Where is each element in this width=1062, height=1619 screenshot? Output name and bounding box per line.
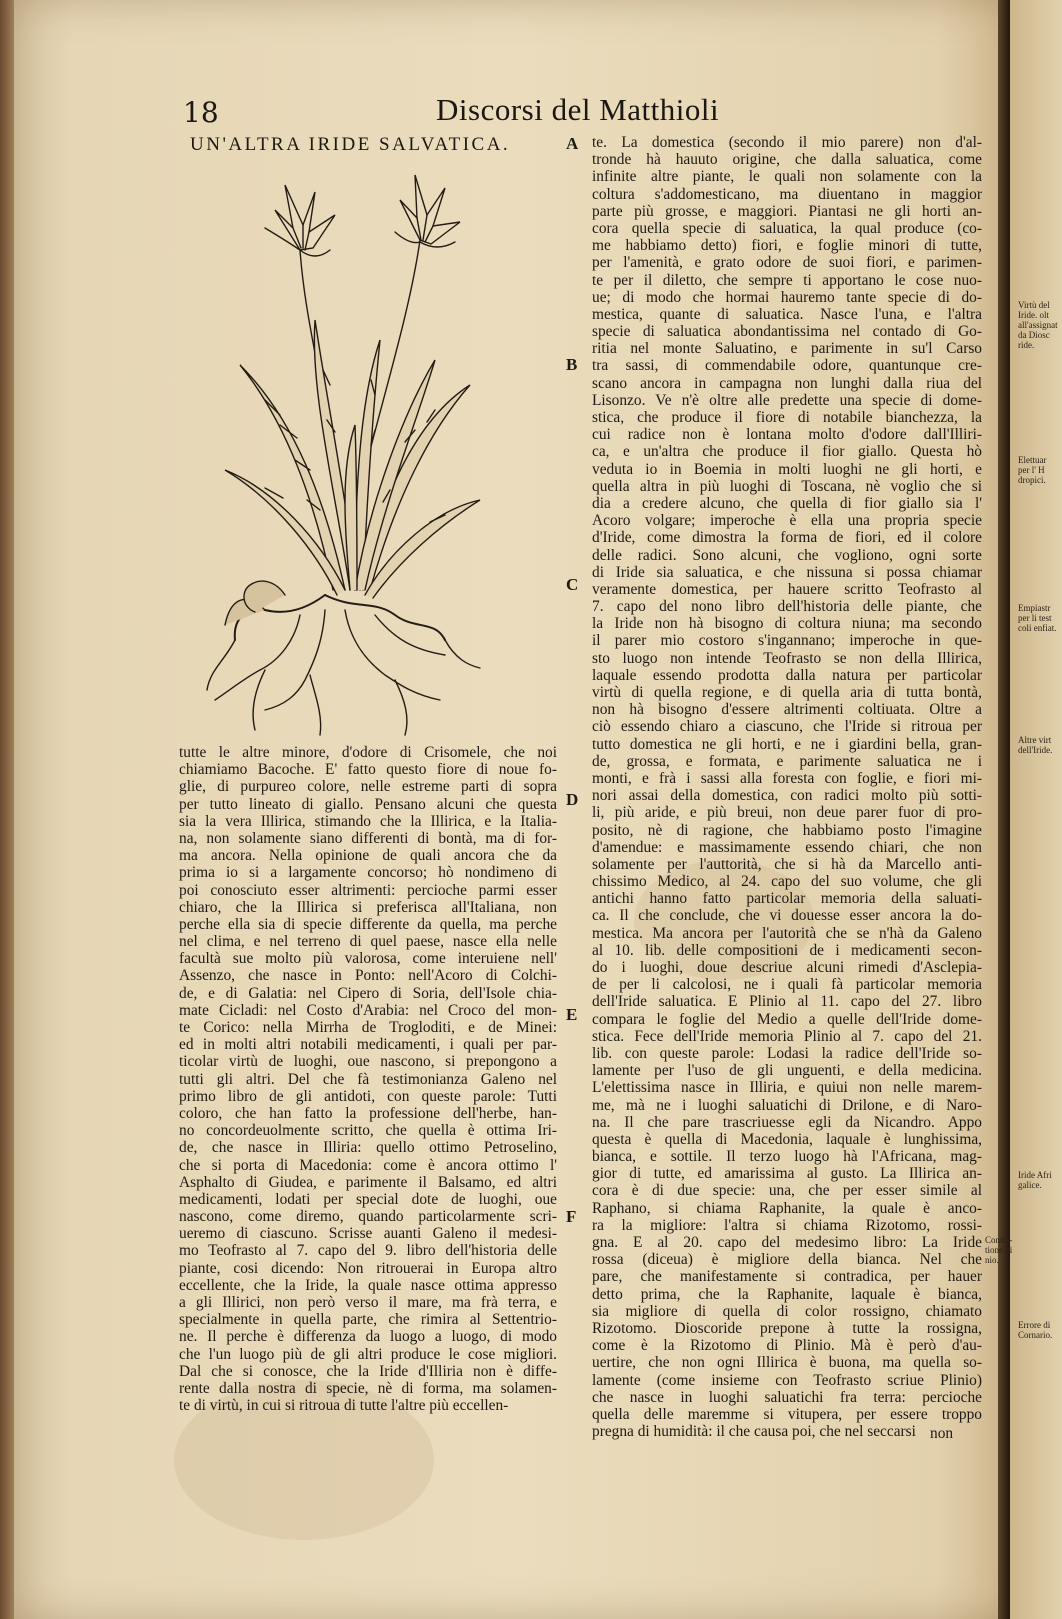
text-line: facultà sue molto più valorosa, come interuiene nell' [179, 950, 557, 968]
text-line: dia a credere alcuno, che quella di fior giallo sia l' [592, 494, 982, 512]
text-line: specie di saluatica abondantissima nel contado di Go- [592, 323, 982, 341]
text-line: delle radici. Sono alcuni, che vogliono, ogni sorte [592, 546, 982, 564]
text-line: rente dalla nostra di specie, nè di forma, ma solamen- [179, 1379, 557, 1397]
text-line: antichi hanno fatto particolar memoria della saluati- [592, 890, 982, 908]
text-line: di Iride sia saluatica, e che nissuna si possa chiamar [592, 563, 982, 581]
text-line: prima io si a largamente concorso; hò nondimeno di [179, 864, 557, 882]
text-line: stica, che produce il fiore di notabile bianchezza, la [592, 409, 982, 426]
margin-note-line: Contra- [985, 1235, 1013, 1245]
text-line: te. La domestica (secondo il mio parere) non d'al- [592, 134, 982, 151]
text-line: che l'un luogo più de gli altri produce le cose migliori. [179, 1345, 557, 1363]
text-line: L'elettissima nasce in Illiria, e quiui non nelle marem- [592, 1079, 982, 1097]
text-line: quella altra in più luoghi di Toscana, nè voglio che si [592, 477, 982, 495]
text-column-right [592, 134, 982, 1440]
text-line: per l'amenità, e grato odore de suoi fiori, e parimen- [592, 254, 982, 272]
text-line: laquale essendo prodotta dalla natura per particolar [592, 666, 982, 684]
section-letter-a: A [566, 134, 579, 153]
text-line: me habbiamo detto) fiori, e foglie minori di tutte, [592, 237, 982, 255]
margin-note-line: Empiastr [1018, 603, 1051, 613]
text-line: de, grossa, e formata, e parimente saluatica ne i [592, 752, 982, 770]
text-line: sto luogo non intende Teofrasto se non della Illirica, [592, 649, 982, 667]
text-line: detto prima, che la Raphanite, laquale è bianca, [592, 1285, 982, 1303]
text-line: questa è quella di Macedonia, laquale è lunghissima, [592, 1130, 982, 1148]
text-line: te per il diletto, che sempre ti apportano le cose nuo- [592, 271, 982, 289]
text-line: lib. con queste parole: Lodasi la radice dell'Iride so- [592, 1044, 982, 1062]
margin-note-line: dell'Iride. [1018, 745, 1053, 755]
running-head: Discorsi del Matthioli [436, 92, 720, 127]
margin-note-line: galice. [1018, 1180, 1042, 1190]
text-line: te di virtù, in cui si ritroua di tutte l'altre più eccellen- [179, 1397, 509, 1415]
margin-note [985, 1235, 1013, 1265]
book-gutter [998, 0, 1010, 1619]
text-line: mate Cicladi: nel Costo d'Arabia: nel Croco del mon- [179, 1001, 557, 1019]
margin-note [1018, 300, 1058, 350]
margin-note-line: Iride. olt [1018, 310, 1049, 320]
text-line: gior di tutte, ed amarissima al gusto. La Illirica an- [592, 1165, 982, 1183]
margin-note-line: Cornario. [1018, 1330, 1053, 1340]
text-line: ciò essendo chiaro a ciascuno, che l'Iride si ritroua per [592, 718, 982, 736]
text-line: chiaro, che la Illirica si preferisca all'Italiana, non [179, 898, 557, 916]
text-line: non hà bisogno d'essere altrimenti coltiuata. Oltre a [592, 701, 982, 719]
text-line: uertire, che non ogni Illirica è buona, ma quella so- [592, 1354, 982, 1372]
margin-note-line: Elettuar [1018, 455, 1047, 465]
text-line: d'Iride, come dimostra la forma de fiori, ed il colore [592, 529, 982, 547]
text-line: na. Il che pare trascriuesse egli da Nicandro. Appo [592, 1113, 982, 1131]
text-line: specialmente in quella parte, che rimira al Settentrio- [179, 1311, 557, 1329]
text-line: solamente per l'auttorità, che si hà da Marcello anti- [592, 855, 982, 873]
margin-note [1018, 1320, 1052, 1340]
text-line: scano ancora in campagna non lunghi dalla riua del [592, 374, 982, 392]
margin-note-line: per li test [1018, 613, 1052, 623]
text-line: dell'Iride saluatica. E Plinio al 11. capo del 27. libro [592, 993, 982, 1011]
margin-note-line: nio. [985, 1255, 999, 1265]
text-line: gna. E al 20. capo del medesimo libro: La Iride [592, 1234, 982, 1251]
text-line: veramente domestica, per hauere scritto Teofrasto al [592, 580, 982, 598]
text-line: Assenzo, che nasce in Ponto: nell'Acoro di Colchi- [179, 967, 557, 985]
text-line: tutti gli altri. Del che fà testimonianza Galeno nel [179, 1070, 557, 1088]
text-line: na, non solamente siano differenti di bontà, ma di for- [179, 829, 557, 847]
text-line: pare, che manifestamente si contradica, per hauer [592, 1268, 982, 1286]
text-line: mestica, quante di saluatica. Nasce l'una, e l'altra [592, 305, 982, 323]
text-line: primo libro de gli antidoti, con queste parole: Tutti [179, 1087, 557, 1105]
margin-note-line: Iride Afri [1018, 1170, 1052, 1180]
text-line: tutte le altre minore, d'odore di Crisomele, che noi [179, 744, 557, 761]
text-line: 7. capo del nono libro dell'historia delle piante, che [592, 598, 982, 616]
text-line: Dal che si conosce, che la Iride d'Illiria non è diffe- [179, 1362, 557, 1380]
text-line: tutto domestica ne gli horti, e ne i giardini bella, gran- [592, 735, 982, 753]
text-line: come è la Rizotomo di Plinio. Mà è però d'au- [592, 1337, 982, 1355]
section-letter-f: F [566, 1207, 577, 1226]
text-line: nascono, come diremo, quando particolarmente scri- [179, 1208, 557, 1226]
margin-note-line: all'assignat [1018, 320, 1058, 330]
text-line: de per li calcolosi, ne i quali fà particolar memoria [592, 976, 982, 994]
text-line: piante, cosi dicendo: Non ritrouerai in Europa altro [179, 1259, 557, 1277]
text-line: Lisonzo. Ve n'è oltre alle predette una specie di dome- [592, 391, 982, 409]
section-letter-d: D [566, 790, 579, 809]
text-line: ritia nel monte Saluatino, e parimente in su'l Carso [592, 340, 982, 358]
section-letter-b: B [566, 355, 578, 374]
text-line: tronde hà hauuto origine, che dalla saluatica, come [592, 151, 982, 169]
text-line: bianca, e sottile. Il terzo luogo hà l'Africana, mag- [592, 1148, 982, 1166]
text-line: compara le foglie del Medio a quelle dell'Iride dome- [592, 1010, 982, 1028]
text-line: ticolar virtù de luoghi, oue nascono, si prepongono a [179, 1053, 557, 1071]
text-line: posito, nè di ragione, che habbiamo posto l'imagine [592, 821, 982, 839]
section-letter-c: C [566, 575, 579, 594]
margin-note-line: Virtù del [1018, 300, 1050, 310]
text-line: de, e di Galatia: nel Cipero di Soria, dell'Isole chia- [179, 984, 557, 1002]
text-line: Asphalto di Giudea, e parimente il Balsamo, ed altri [179, 1173, 557, 1191]
text-line: rossa (diceua) è migliore della bianca. Nel che [592, 1251, 982, 1269]
text-line: al 10. lib. delle compositioni de i medicamenti secon- [592, 941, 982, 959]
text-line: me, mà ne i luoghi saluatichi di Drilone, e di Naro- [592, 1096, 982, 1114]
margin-note [1018, 603, 1056, 633]
text-line: che nasce in luoghi saluatichi fra terra: percioche [592, 1388, 982, 1406]
margin-note-line: Errore di [1018, 1320, 1051, 1330]
margin-note-line: Altre virt [1018, 735, 1052, 745]
text-line: medicamenti, lodati per special dote de luoghi, oue [179, 1190, 557, 1208]
text-line: chissimo Medico, al 24. capo del suo volume, che gli [592, 873, 982, 891]
text-line: ue; di modo che hormai hauremo tante specie di do- [592, 288, 982, 306]
text-line: sia la vera Illirica, stimando che la Illirica, e la Italia- [179, 812, 557, 830]
text-line: de, che nasce in Illiria: quello ottimo Petroselino, [179, 1139, 557, 1157]
text-line: coloro, che han fatto la professione dell'herbe, han- [179, 1104, 557, 1122]
text-line: li, più aride, e più breui, non deue parer fuor di pro- [592, 804, 982, 822]
text-line: glie, di purpureo colore, nelle estreme parti di sopra [179, 778, 557, 796]
text-line: Rizotomo. Dioscoride prepone à tutte la rossigna, [592, 1319, 982, 1337]
text-line: pregna di humidità: il che causa poi, che nel seccarsi [592, 1423, 916, 1441]
text-line: coltura s'addomesticano, ma diuentano in maggior [592, 185, 982, 203]
section-letter-e: E [566, 1005, 578, 1024]
text-line: lamente per l'uso de gli unguenti, e della medicina. [592, 1062, 982, 1080]
text-line: eccellente, che la Iride, la quale nasce ottima appresso [179, 1276, 557, 1294]
text-line: do i luoghi, doue descriue alcuni rimedi d'Asclepia- [592, 959, 982, 976]
text-line: mo Teofrasto al 7. capo del 9. libro dell'historia delle [179, 1242, 557, 1260]
text-line: stica. Fece dell'Iride memoria Plinio al 7. capo del 21. [592, 1027, 982, 1045]
text-line: tra sassi, di commendabile odore, quantunque cre- [592, 357, 982, 375]
text-line: monti, e frà i sassi alla foresta con foglie, e fiori mi- [592, 769, 982, 787]
text-line: che si porta di Macedonia: come è ancora ottimo l' [179, 1156, 557, 1174]
text-line: nel clima, e nel terreno di quel paese, nasce ella nelle [179, 933, 557, 951]
catchword: non [930, 1425, 954, 1442]
text-line: ca. Il che conclude, che vi douesse esser ancora la do- [592, 907, 982, 925]
facing-page-edge [1010, 0, 1062, 1619]
text-line: chiamiamo Bacoche. E' fatto questo fiore di noue fo- [179, 761, 557, 779]
text-line: mestica. Ma ancora per l'autorità che se n'hà da Galeno [592, 924, 982, 942]
text-line: perche ella sia di specie differente da quella, ma perche [179, 915, 557, 933]
margin-note-line: per l' H [1018, 465, 1045, 475]
text-line: ne. Il perche è differenza da luogo a luogo, di modo [179, 1328, 557, 1346]
margin-note [1018, 735, 1052, 755]
page-number: 18 [183, 96, 219, 129]
text-line: sia migliore di quella di color rossigno, chiamato [592, 1302, 982, 1320]
text-line: cora quella specie di saluatica, la qual produce (co- [592, 219, 982, 237]
text-line: poi conosciuto esser altrimenti: percioche parmi esser [179, 881, 557, 899]
text-line: il parer mio costoro s'ingannano; imperoche in que- [592, 632, 982, 650]
text-line: d'amendue: e massimamente essendo chiari, che non [592, 838, 982, 856]
margin-note-line: coli enfiat. [1018, 623, 1057, 633]
text-line: infinite altre piante, le quali non solamente con la [592, 168, 982, 186]
text-line: nori assai della domestica, con radici molto più sotti- [592, 787, 982, 805]
text-line: Acoro volgare; imperoche è ella una propria specie [592, 512, 982, 530]
margin-note-line: ride. [1018, 340, 1035, 350]
text-line: per tutto lineato di giallo. Pensano alcuni che questa [179, 795, 557, 813]
text-line: lamente (come insieme con Teofrasto scriue Plinio) [592, 1371, 982, 1389]
margin-note [1018, 455, 1047, 485]
margin-note-line: dropici. [1018, 475, 1046, 485]
text-line: veduta io in Boemia in molti luoghi ne gli horti, e [592, 460, 982, 478]
iris-woodcut-illustration [205, 170, 485, 740]
text-line: virtù di quella regione, e di quella aria di tutta bontà, [592, 684, 982, 701]
plate-title: UN'ALTRA IRIDE SALVATICA. [190, 134, 511, 155]
text-line: ra la migliore: l'altra si chiama Rizotomo, rossi- [592, 1216, 982, 1234]
text-line: ma ancora. Nella opinione de quali ancora che da [179, 847, 557, 865]
margin-note-line: tione di [985, 1245, 1013, 1255]
text-line: ueremo di ciascuno. Scrisse auanti Galeno il medesi- [179, 1225, 557, 1243]
text-line: te Corico: nella Mirrha de Trogloditi, e de Minei: [179, 1019, 557, 1036]
text-line: no concordeuolmente scritto, che quella è ottima Iri- [179, 1122, 557, 1140]
text-line: parte più grosse, e maggiori. Piantasi ne gli horti an- [592, 202, 982, 220]
text-line: cora è di due specie: una, che per esser simile al [592, 1182, 982, 1200]
text-line: quella delle maremme si vitupera, per essere troppo [592, 1405, 982, 1423]
text-line: Raphano, si chiama Raphanite, la quale è anco- [592, 1199, 982, 1217]
text-column-left [179, 744, 557, 1414]
text-line: la Iride non hà bisogno di coltura niuna; ma secondo [592, 615, 982, 633]
text-line: a gli Illirici, non però verso il mare, ma frà terra, e [179, 1294, 557, 1311]
text-line: cui radice non è lontana molto d'odore dall'Illiri- [592, 426, 982, 444]
margin-note [1018, 1170, 1052, 1190]
text-line: ed in molti altri notabili medicamenti, i quali per par- [179, 1036, 557, 1054]
margin-note-line: da Diosc [1018, 330, 1050, 340]
text-line: ca, e un'altra che produce il fior giallo. Questa hò [592, 443, 982, 461]
